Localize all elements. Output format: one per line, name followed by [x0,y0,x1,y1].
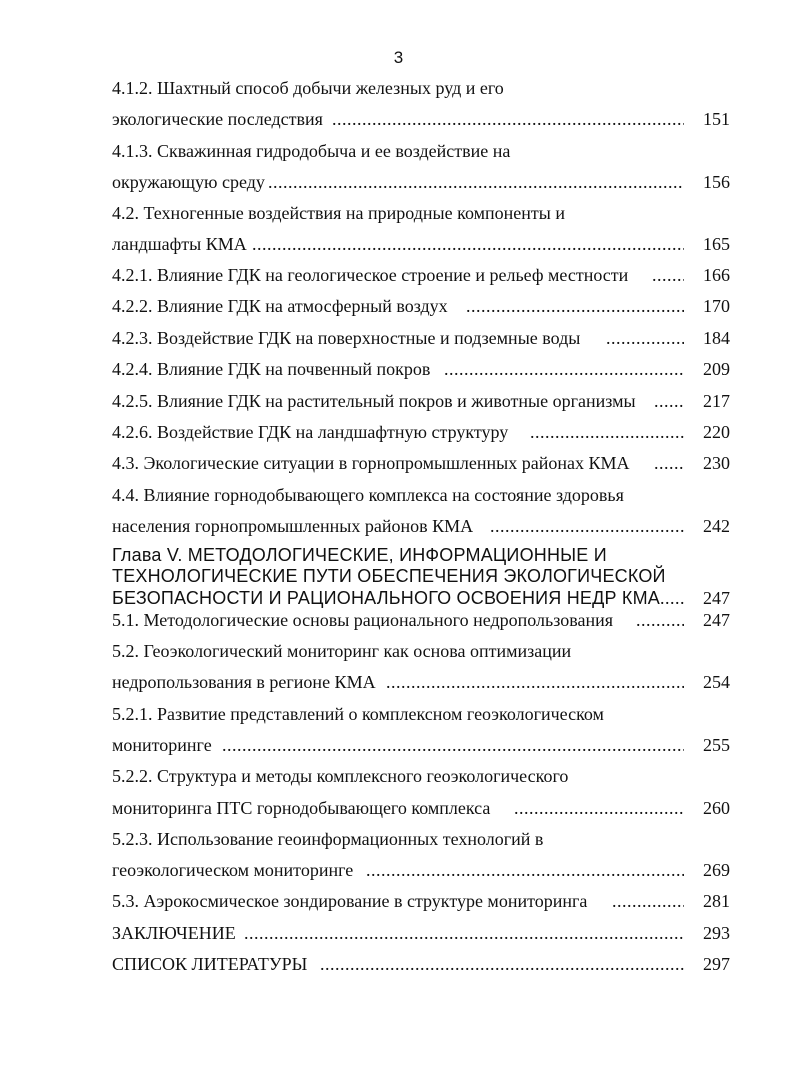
toc-entry-text: 5.2.2. Структура и методы комплексного геоэкологического [112,766,569,786]
dot-leader [636,607,684,633]
toc-page-number: 156 [703,172,730,192]
toc-entry-4-2-1 [0,262,797,288]
dot-leader [514,795,684,821]
toc-entry-text: экологические последствия [112,109,323,129]
toc-entry-text: населения горнопромышленных районов КМА [112,516,474,536]
toc-entry-text: 4.1.2. Шахтный способ добычи железных руд и его [112,78,504,98]
dot-leader [530,419,684,445]
toc-entry-text: 4.2.5. Влияние ГДК на растительный покров и животные организмы [112,391,636,411]
toc-page-number: 255 [703,735,730,755]
toc-entry-text: 4.2. Техногенные воздействия на природные компоненты и [112,203,565,223]
toc-page-number: 220 [703,422,730,442]
toc-entry-text: 4.2.2. Влияние ГДК на атмосферный воздух [112,296,448,316]
toc-entry-4-2-4 [0,356,797,382]
toc-entry-4-2-5 [0,388,797,414]
toc-page-number: 297 [703,954,730,974]
toc-entry-text: окружающую среду [112,172,265,192]
dot-leader [386,669,684,695]
dot-leader [612,888,684,914]
dot-leader [466,293,684,319]
toc-entry-4-2-6 [0,419,797,445]
dot-leader [252,231,684,257]
toc-page-number: 209 [703,359,730,379]
dot-leader [244,920,684,946]
toc-entry-5-3 [0,888,797,914]
dot-leader [366,857,684,883]
toc-entry-text: 4.2.4. Влияние ГДК на почвенный покров [112,359,431,379]
toc-entry-text: 4.4. Влияние горнодобывающего комплекса на состояние здоровья [112,485,624,505]
toc-entry-text: ЗАКЛЮЧЕНИЕ [112,923,236,943]
toc-entry-text: 5.1. Методологические основы рационального недропользования [112,610,614,630]
toc-entry-text: 4.3. Экологические ситуации в горнопромышленных районах КМА [112,453,630,473]
toc-page-number: 281 [703,891,730,911]
toc-entry-4-1-3-line1 [0,138,797,164]
dot-leader [222,732,684,758]
page-number: 3 [393,48,404,67]
toc-entry-text: ландшафты КМА [112,234,247,254]
toc-page-number: 217 [703,391,730,411]
toc-entry-text: 5.2.1. Развитие представлений о комплексном геоэкологическом [112,704,604,724]
toc-entry-conclusion [0,920,797,946]
toc-entry-4-2-3 [0,325,797,351]
toc-entry-4-2-2 [0,293,797,319]
toc-page-number: 184 [703,328,730,348]
toc-page-number: 247 [703,610,730,630]
dot-leader [268,169,684,195]
toc-page-number: 151 [703,109,730,129]
toc-entry-4-3 [0,450,797,476]
toc-entry-text: 5.3. Аэрокосмическое зондирование в структуре мониторинга [112,891,588,911]
toc-page-number: 170 [703,296,730,316]
toc-page-number: 247 [703,588,730,608]
toc-entry-text: мониторинге [112,735,212,755]
toc-entry-4-2-line1 [0,200,797,226]
toc-entry-text: 4.2.1. Влияние ГДК на геологическое строение и рельеф местности [112,265,629,285]
toc-entry-4-1-2 [0,106,797,132]
dot-leader [320,951,684,977]
dot-leader [490,513,684,539]
toc-entry-4-1-2-line1 [0,75,797,101]
toc-entry-text: СПИСОК ЛИТЕРАТУРЫ [112,954,308,974]
toc-entry-5-1 [0,607,797,633]
toc-entry-5-2-2 [0,795,797,821]
toc-entry-4-1-3 [0,169,797,195]
toc-page-number: 230 [703,453,730,473]
dot-leader [652,262,684,288]
toc-page-number: 260 [703,798,730,818]
toc-entry-5-2-3-line1 [0,826,797,852]
dot-leader [606,325,684,351]
chapter-heading-line2: ТЕХНОЛОГИЧЕСКИЕ ПУТИ ОБЕСПЕЧЕНИЯ ЭКОЛОГИЧЕСКОЙ [112,566,666,586]
toc-entry-5-2 [0,669,797,695]
toc-entry-text: недропользования в регионе КМА [112,672,376,692]
toc-page-number: 242 [703,516,730,536]
toc-page-number: 166 [703,265,730,285]
toc-entry-text: 4.2.3. Воздействие ГДК на поверхностные и подземные воды [112,328,581,348]
toc-entry-5-2-line1 [0,638,797,664]
toc-entry-text: геоэкологическом мониторинге [112,860,354,880]
dot-leader [654,388,684,414]
toc-entry-5-2-3 [0,857,797,883]
toc-page-number: 269 [703,860,730,880]
toc-entry-4-4 [0,513,797,539]
toc-page-number: 293 [703,923,730,943]
toc-entry-text: 5.2. Геоэкологический мониторинг как основа оптимизации [112,641,572,661]
toc-entry-text: мониторинга ПТС горнодобывающего комплекса [112,798,491,818]
chapter-heading-line1: Глава V. МЕТОДОЛОГИЧЕСКИЕ, ИНФОРМАЦИОННЫЕ И [112,545,607,565]
toc-entry-5-2-1-line1 [0,701,797,727]
toc-entry-5-2-1 [0,732,797,758]
dot-leader [654,450,684,476]
dot-leader [444,356,684,382]
toc-entry-text: 5.2.3. Использование геоинформационных технологий в [112,829,544,849]
toc-entry-4-2 [0,231,797,257]
toc-page-number: 254 [703,672,730,692]
toc-entry-text: 4.1.3. Скважинная гидродобыча и ее воздействие на [112,141,511,161]
toc-entry-4-4-line1 [0,482,797,508]
chapter-heading-line3: БЕЗОПАСНОСТИ И РАЦИОНАЛЬНОГО ОСВОЕНИЯ НЕДР КМА [112,588,660,608]
toc-entry-5-2-2-line1 [0,763,797,789]
toc-entry-text: 4.2.6. Воздействие ГДК на ландшафтную структуру [112,422,509,442]
toc-entry-bibliography [0,951,797,977]
dot-leader [332,106,684,132]
toc-page-number: 165 [703,234,730,254]
